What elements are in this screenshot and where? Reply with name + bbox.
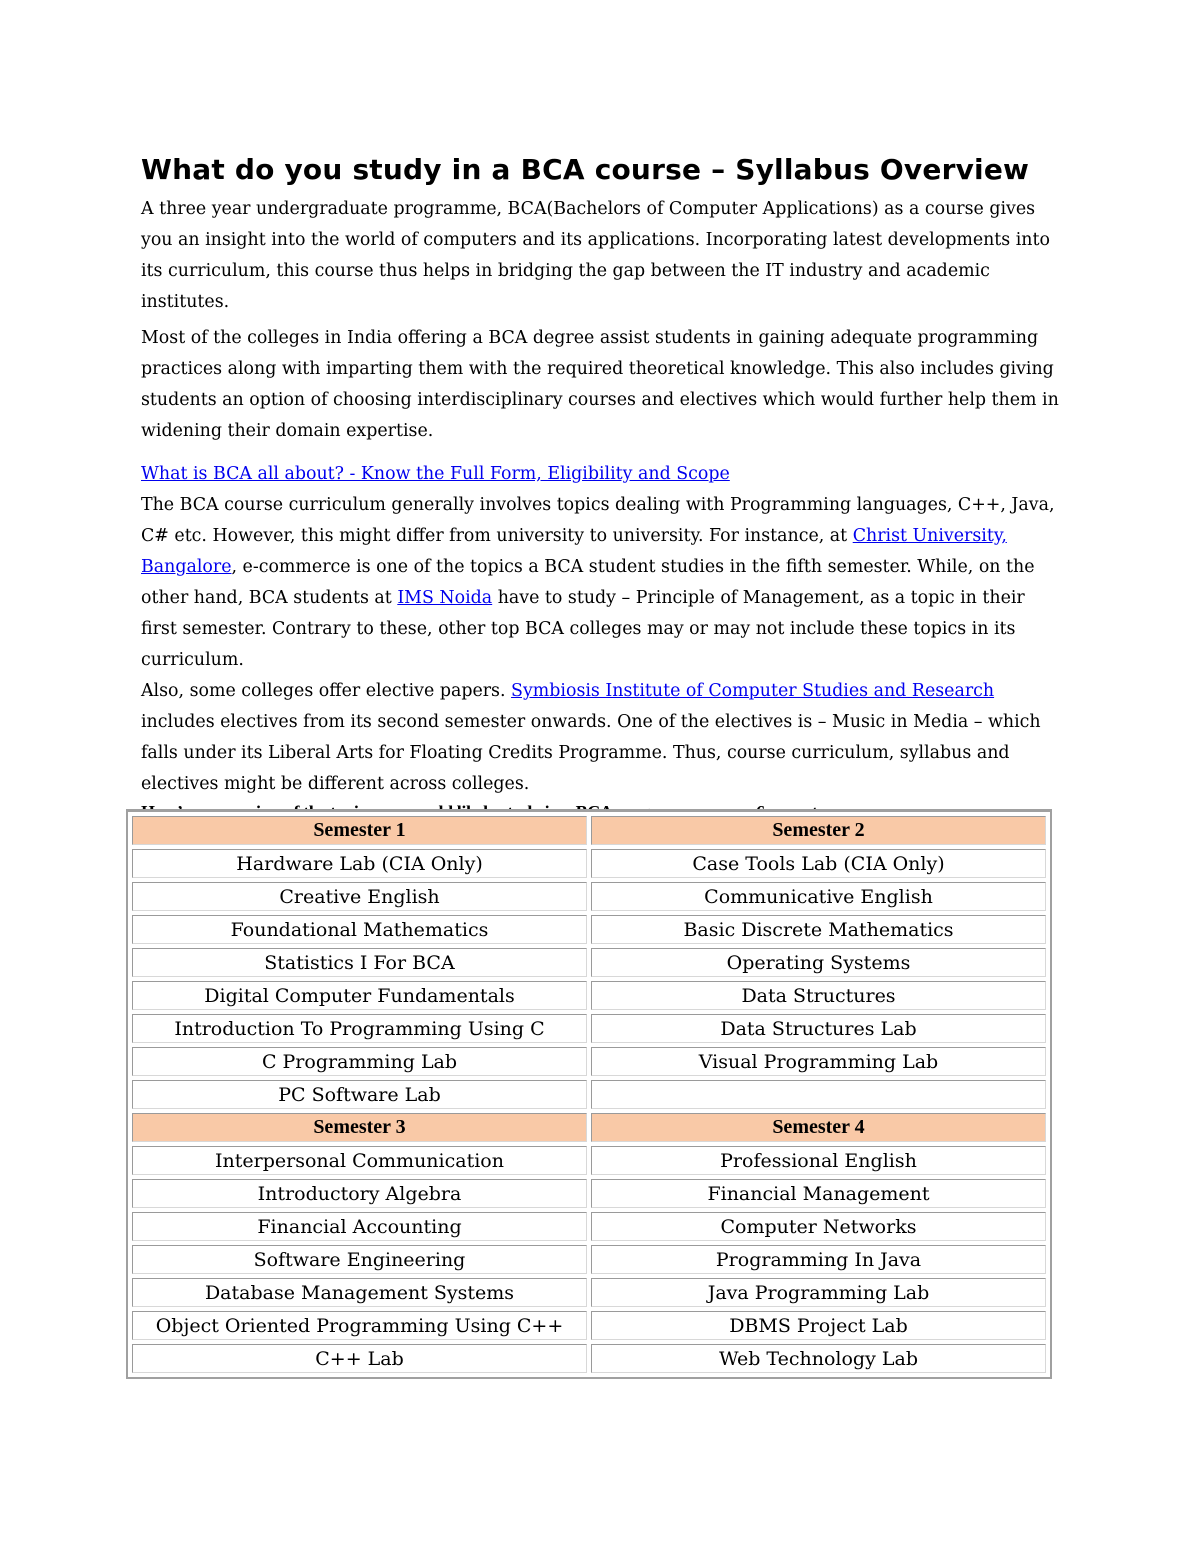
semester-2-subject: Data Structures [591, 981, 1046, 1010]
semester-4-header: Semester 4 [591, 1113, 1046, 1142]
table-row [132, 1278, 1046, 1307]
semester-2-subject: Communicative English [591, 882, 1046, 911]
semester-1-header: Semester 1 [132, 816, 587, 845]
curriculum-text-3: have to study – Principle of Management, as a topic in their first semester. Contrary to these, other top BCA colleges may or may not include these topics in its curriculum. [141, 588, 1025, 670]
electives-text-2: includes electives from its second semester onwards. One of the electives is – Music in Media – which falls under its Liberal Arts for Floating Credits Programme. Thus, course curriculum, syllabus and electives might be different across colleges. [141, 712, 1041, 794]
semester-2-subject: Basic Discrete Mathematics [591, 915, 1046, 944]
semester-4-subject: DBMS Project Lab [591, 1311, 1046, 1340]
semester-1-subject: Introduction To Programming Using C [132, 1014, 587, 1043]
semester-3-subject: Financial Accounting [132, 1212, 587, 1241]
table-row [132, 981, 1046, 1010]
semester-3-subject: C++ Lab [132, 1344, 587, 1373]
document-body [141, 150, 1061, 822]
table-row [132, 849, 1046, 878]
semester-1-subject: C Programming Lab [132, 1047, 587, 1076]
semester-header-row [132, 1113, 1046, 1142]
semester-1-subject: Statistics I For BCA [132, 948, 587, 977]
curriculum-text-1: The BCA course curriculum generally involves topics dealing with Programming languages, C++, Java, C# etc. However, this might differ from university to university. For instance, at [141, 495, 1055, 546]
semester-header-row [132, 816, 1046, 845]
semester-4-subject: Professional English [591, 1146, 1046, 1175]
semester-2-subject: Case Tools Lab (CIA Only) [591, 849, 1046, 878]
table-row [132, 948, 1046, 977]
semester-3-subject: Object Oriented Programming Using C++ [132, 1311, 587, 1340]
semester-4-subject: Computer Networks [591, 1212, 1046, 1241]
semester-4-subject: Programming In Java [591, 1245, 1046, 1274]
syllabus-table [126, 809, 1052, 1379]
table-row [132, 1245, 1046, 1274]
semester-2-subject [591, 1080, 1046, 1109]
curriculum-text-2: , e-commerce is one of the topics a BCA student studies in the fifth semester. While, on the other hand, BCA students at [141, 557, 1035, 608]
semester-3-header: Semester 3 [132, 1113, 587, 1142]
intro-paragraph-2: Most of the colleges in India offering a BCA degree assist students in gaining adequate programming practices along with imparting them with the required theoretical knowledge. This also includes giving students an option of choosing interdisciplinary courses and electives which would further help them in widening their domain expertise. [141, 328, 1059, 441]
bca-overview-link[interactable]: What is BCA all about? - Know the Full Form, Eligibility and Scope [141, 464, 730, 484]
table-row [132, 1014, 1046, 1043]
semester-3-subject: Introductory Algebra [132, 1179, 587, 1208]
semester-1-2-group [132, 816, 1046, 1109]
semester-2-subject: Data Structures Lab [591, 1014, 1046, 1043]
semester-1-subject: Hardware Lab (CIA Only) [132, 849, 587, 878]
semester-3-subject: Interpersonal Communication [132, 1146, 587, 1175]
semester-4-subject: Java Programming Lab [591, 1278, 1046, 1307]
table-row [132, 1080, 1046, 1109]
ims-noida-link[interactable]: IMS Noida [397, 588, 493, 608]
table-row [132, 1047, 1046, 1076]
symbiosis-link[interactable]: Symbiosis Institute of Computer Studies and Research [511, 681, 995, 701]
semester-2-subject: Visual Programming Lab [591, 1047, 1046, 1076]
electives-paragraph [141, 676, 1061, 800]
table-row [132, 1212, 1046, 1241]
semester-4-subject: Financial Management [591, 1179, 1046, 1208]
table-row [132, 1179, 1046, 1208]
christ-university-link[interactable]: Christ University, Bangalore [141, 526, 1007, 577]
semester-1-subject: Digital Computer Fundamentals [132, 981, 587, 1010]
intro-paragraph-1: A three year undergraduate programme, BCA(Bachelors of Computer Applications) as a course gives you an insight into the world of computers and its applications. Incorporating latest developments into its curriculum, this course thus helps in bridging the gap between the IT industry and academic institutes. [141, 199, 1050, 312]
semester-1-subject: Foundational Mathematics [132, 915, 587, 944]
semester-3-4-group [132, 1113, 1046, 1373]
page-title: What do you study in a BCA course – Syllabus Overview [141, 153, 1030, 186]
table-row [132, 882, 1046, 911]
semester-2-header: Semester 2 [591, 816, 1046, 845]
table-row [132, 1344, 1046, 1373]
semester-3-subject: Database Management Systems [132, 1278, 587, 1307]
curriculum-paragraph [141, 490, 1061, 676]
semester-1-subject: PC Software Lab [132, 1080, 587, 1109]
electives-text-1: Also, some colleges offer elective papers. [141, 681, 512, 701]
bca-overview-link-line [141, 459, 1061, 490]
semester-2-subject: Operating Systems [591, 948, 1046, 977]
semester-3-subject: Software Engineering [132, 1245, 587, 1274]
table-row [132, 915, 1046, 944]
table-row [132, 1146, 1046, 1175]
semester-1-subject: Creative English [132, 882, 587, 911]
table-row [132, 1311, 1046, 1340]
semester-4-subject: Web Technology Lab [591, 1344, 1046, 1373]
